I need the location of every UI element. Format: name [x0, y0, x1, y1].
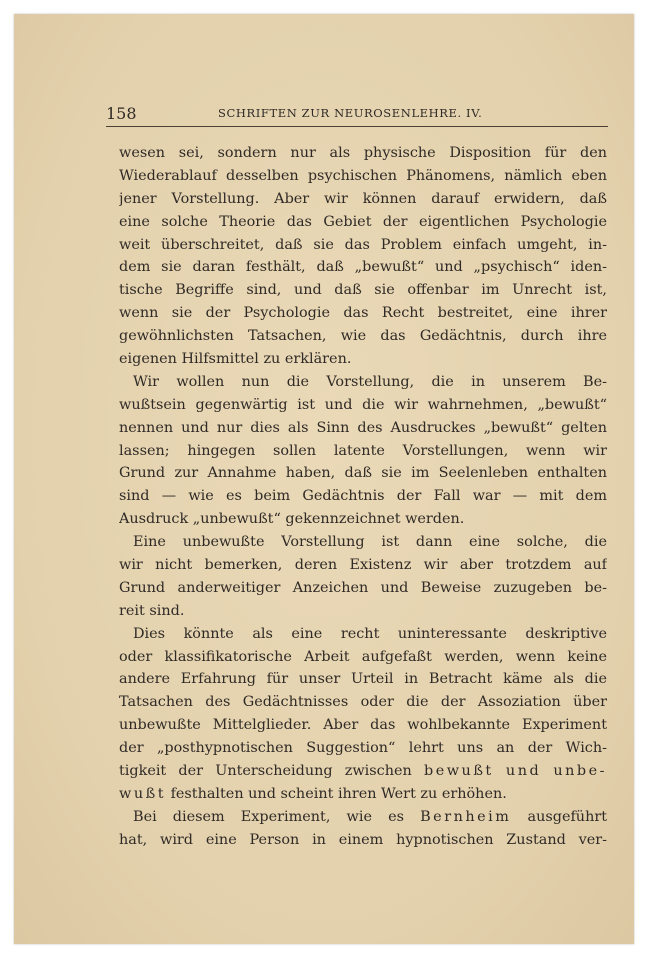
- paragraph-5: [119, 806, 607, 852]
- text-line: lassen; hingegen sollen latente Vorstellungen, wenn wir: [119, 442, 607, 459]
- text-line: weit überschreitet, daß sie das Problem einfach umgeht, in-: [119, 236, 607, 253]
- text-line: tische Begriffe sind, und daß sie offenbar im Unrecht ist,: [119, 282, 607, 299]
- text-line: wußtsein gegenwärtig ist und die wir wahrnehmen, „bewußt“: [119, 396, 607, 413]
- paragraph-1: [119, 142, 607, 371]
- text-line: Dies könnte als eine recht uninteressante deskriptive: [133, 625, 607, 642]
- paragraph-4: [119, 623, 607, 806]
- text-segment: ausgeführt: [527, 808, 607, 825]
- emphasis-und: und: [505, 763, 542, 780]
- page-number: 158: [106, 104, 137, 123]
- text-line: jener Vorstellung. Aber wir können darauf erwidern, daß: [119, 190, 607, 207]
- text-line: eine solche Theorie das Gebiet der eigentlichen Psychologie: [119, 213, 607, 230]
- emphasis-bewusst: bewußt: [424, 763, 494, 780]
- text-line-mixed: [119, 760, 607, 783]
- paragraph-2: [119, 371, 607, 531]
- text-line: reit sind.: [119, 602, 185, 619]
- paragraph-3: [119, 531, 607, 623]
- text-line: eigenen Hilfsmittel zu erklären.: [119, 351, 352, 368]
- text-line: wenn sie der Psychologie das Recht bestreitet, eine ihrer: [119, 305, 607, 322]
- text-line: Tatsachen des Gedächtnisses oder die der Assoziation über: [119, 694, 607, 711]
- text-segment: festhalten und scheint ihren Wert zu erhöhen.: [170, 785, 507, 802]
- text-line: sind — wie es beim Gedächtnis der Fall war — mit dem: [119, 488, 607, 505]
- emphasis-wusst: wußt: [119, 785, 166, 802]
- book-page: [14, 14, 634, 944]
- page-header: [106, 102, 608, 127]
- text-line: Grund anderweitiger Anzeichen und Beweise zuzugeben be-: [119, 579, 607, 596]
- text-line: gewöhnlichsten Tatsachen, wie das Gedächtnis, durch ihre: [119, 328, 607, 345]
- text-line: Grund zur Annahme haben, daß sie im Seelenleben enthalten: [119, 465, 607, 482]
- text-line-mixed: [119, 806, 607, 829]
- text-line: unbewußte Mittelglieder. Aber das wohlbekannte Experiment: [119, 717, 607, 734]
- text-line: Eine unbewußte Vorstellung ist dann eine solche, die: [133, 534, 607, 551]
- text-line: wir nicht bemerken, deren Existenz wir aber trotzdem auf: [119, 557, 607, 574]
- text-line: Wiederablauf desselben psychischen Phänomens, nämlich eben: [119, 167, 607, 184]
- text-line: andere Erfahrung für unser Urteil in Betracht käme als die: [119, 671, 607, 688]
- text-line-mixed: [119, 783, 607, 806]
- text-line: der „posthypnotischen Suggestion“ lehrt uns an der Wich-: [119, 740, 607, 757]
- text-line: Ausdruck „unbewußt“ gekennzeichnet werden.: [119, 511, 465, 528]
- emphasis-bernheim: Bernheim: [420, 808, 512, 825]
- running-title: SCHRIFTEN ZUR NEUROSENLEHRE. IV.: [218, 106, 483, 120]
- text-segment: tigkeit der Unterscheidung zwischen: [119, 763, 412, 780]
- text-line: hat, wird eine Person in einem hypnotischen Zustand ver-: [119, 831, 607, 848]
- text-segment: Bei diesem Experiment, wie es: [133, 808, 404, 825]
- text-line: oder klassifikatorische Arbeit aufgefaßt werden, wenn keine: [119, 648, 607, 665]
- body-text: [119, 142, 607, 852]
- text-line: nennen und nur dies als Sinn des Ausdruckes „bewußt“ gelten: [119, 419, 607, 436]
- emphasis-unbe: unbe-: [553, 763, 607, 780]
- text-line: wesen sei, sondern nur als physische Disposition für den: [119, 145, 607, 161]
- text-line: dem sie daran festhält, daß „bewußt“ und „psychisch“ iden-: [119, 259, 607, 276]
- text-line: Wir wollen nun die Vorstellung, die in unserem Be-: [133, 373, 607, 390]
